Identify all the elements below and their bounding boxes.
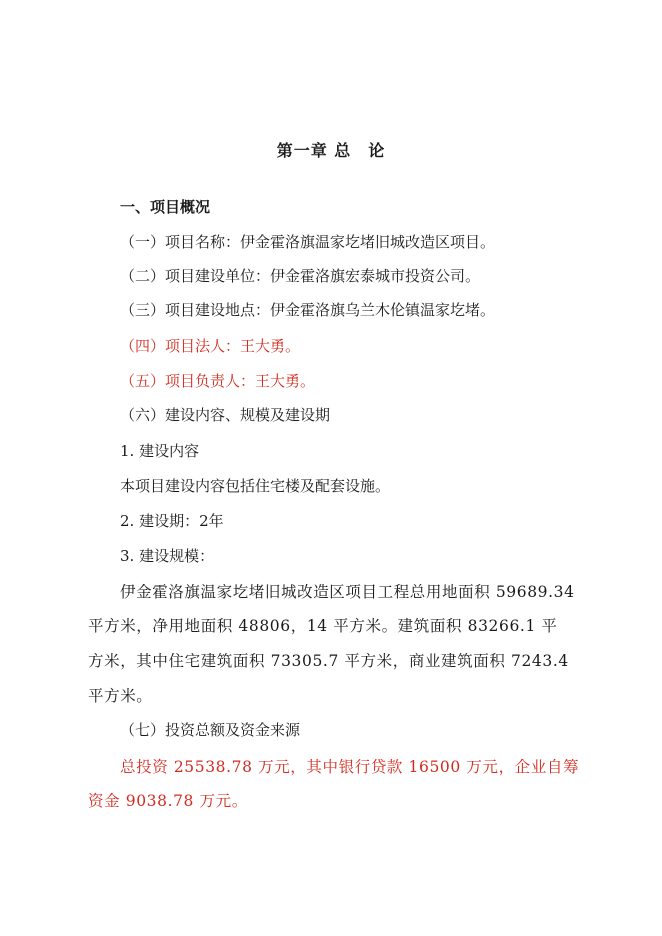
section-heading: 一、项目概况	[120, 198, 211, 216]
item-location: （三）项目建设地点：伊金霍洛旗乌兰木伦镇温家圪堵。	[120, 301, 496, 319]
content-heading: 1. 建设内容	[120, 442, 200, 460]
investment-paragraph-line-2: 资金 9038.78 万元。	[88, 792, 248, 810]
item-project-name: （一）项目名称：伊金霍洛旗温家圪堵旧城改造区项目。	[120, 233, 496, 251]
investment-heading: （七）投资总额及资金来源	[120, 721, 301, 739]
scale-paragraph-line-3: 方米，其中住宅建筑面积 73305.7 平方米，商业建筑面积 7243.4	[88, 652, 569, 670]
item-legal-person: （四）项目法人：王大勇。	[120, 337, 301, 355]
item-scope-heading: （六）建设内容、规模及建设期	[120, 406, 331, 424]
item-builder: （二）项目建设单位：伊金霍洛旗宏泰城市投资公司。	[120, 267, 481, 285]
construction-period: 2. 建设期：2年	[120, 512, 224, 530]
scale-paragraph-line-4: 平方米。	[88, 687, 153, 705]
investment-paragraph-line-1: 总投资 25538.78 万元，其中银行贷款 16500 万元，企业自筹	[120, 758, 580, 776]
scale-paragraph-line-1: 伊金霍洛旗温家圪堵旧城改造区项目工程总用地面积 59689.34	[120, 583, 575, 601]
scale-heading: 3. 建设规模：	[120, 547, 215, 565]
chapter-title: 第一章 总 论	[276, 141, 386, 160]
content-text: 本项目建设内容包括住宅楼及配套设施。	[120, 477, 391, 495]
scale-paragraph-line-2: 平方米，净用地面积 48806，14 平方米。建筑面积 83266.1 平	[88, 617, 558, 635]
item-responsible-person: （五）项目负责人：王大勇。	[120, 372, 316, 390]
